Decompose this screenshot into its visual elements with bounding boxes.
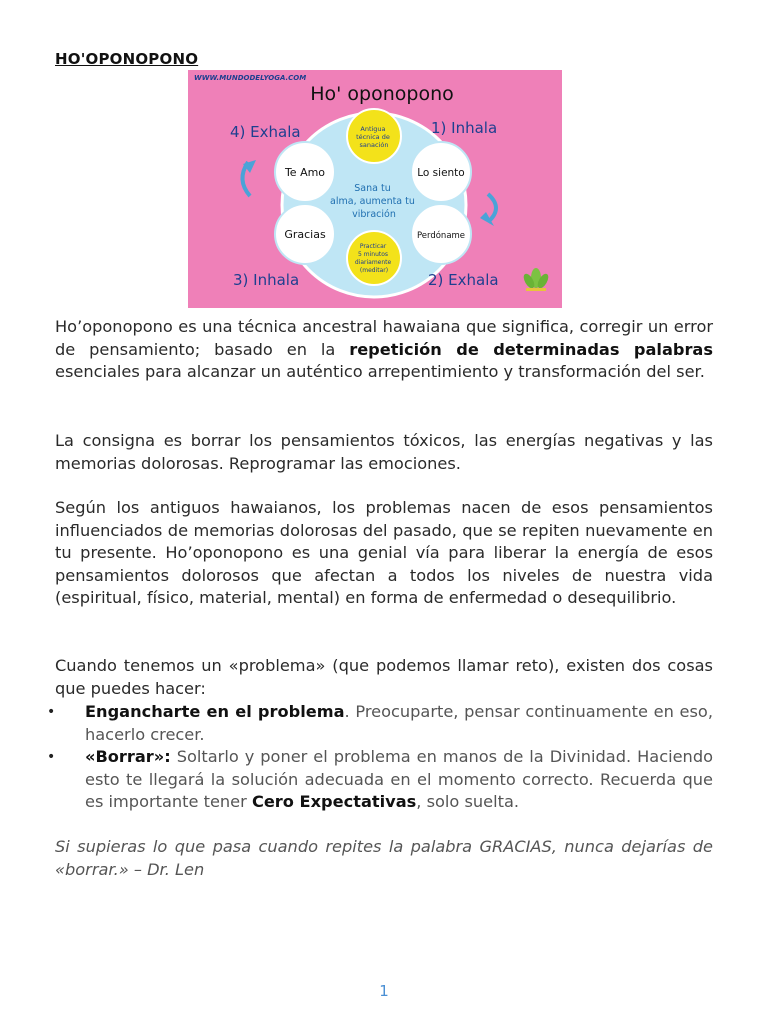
hooponopono-infographic <box>188 70 562 308</box>
center-text: Sana tu alma, aumenta tu vibración <box>330 183 415 220</box>
top-badge-text: Antigua técnica de sanación <box>356 125 390 149</box>
label-perdoname: Perdóname <box>416 231 466 241</box>
page-number: 1 <box>379 982 389 1000</box>
infographic-svg <box>188 70 562 308</box>
infographic-heading: Ho' oponopono <box>310 83 454 105</box>
step-exhala-2: 2) Exhala <box>428 271 499 289</box>
quote-dr-len: Si supieras lo que pasa cuando repites la palabra GRACIAS, nunca dejarías de «borrar.» – Dr. Len <box>55 837 713 879</box>
bullet-icon: • <box>47 704 56 720</box>
paragraph-intro-bold: repetición de determinadas palabras <box>349 339 713 359</box>
bottom-badge-text: Practicar 5 minutos diariamente (meditar) <box>354 243 392 274</box>
bottom-badge <box>347 231 401 285</box>
list-item <box>47 746 713 814</box>
paragraph-intro-text-1: Ho’oponopono es una técnica ancestral hawaiana que significa, corregir un error de pensamiento; basado en la <box>55 317 713 359</box>
bullet-icon: • <box>47 749 56 766</box>
website-label: WWW.MUNDODELYOGA.COM <box>194 74 307 82</box>
label-te-amo: Te Amo <box>284 166 326 179</box>
list-item-text: Soltarlo y poner el problema en manos de la Divinidad. Haciendo esto te llegará la solución adecuada en el momento correcto. Recuerda que es importante tener <box>85 747 713 812</box>
list-item <box>47 701 713 746</box>
list-item-bold-2: Cero Expectativas <box>251 792 417 812</box>
list-item-text-2: , solo suelta. <box>416 792 520 812</box>
step-inhala-3: 3) Inhala <box>233 271 300 289</box>
paragraph-intro <box>55 316 713 384</box>
document-title: HO'OPONOPONO <box>55 50 199 68</box>
list-item-text: . Preocuparte, pensar continuamente en eso, hacerlo crecer. <box>85 702 713 744</box>
list-item-bold: Engancharte en el problema <box>85 702 345 721</box>
options-list <box>47 701 713 814</box>
paragraph-problema: Cuando tenemos un «problema» (que podemos llamar reto), existen dos cosas que puedes hacer: <box>55 656 713 698</box>
list-item-bold: «Borrar»: <box>85 747 171 767</box>
paragraph-consigna: La consigna es borrar los pensamientos tóxicos, las energías negativas y las memorias dolorosas. Reprogramar las emociones. <box>55 431 713 473</box>
paragraph-intro-text-2: esenciales para alcanzar un auténtico arrepentimiento y transformación del ser. <box>55 362 705 382</box>
label-lo-siento: Lo siento <box>417 167 465 179</box>
paragraph-antiguos: Según los antiguos hawaianos, los problemas nacen de esos pensamientos influenciados de memorias dolorosas del pasado, que se repiten nuevamente en tu presente. Ho’oponopono es una genial vía para liberar la energía de esos pensamientos dolorosos que afectan a todos los niveles de nuestra vida (espiritual, físico, material, mental) en forma de enfermedad o desequilibrio. <box>55 498 713 608</box>
step-inhala-1: 1) Inhala <box>431 119 498 137</box>
label-gracias: Gracias <box>284 228 326 241</box>
step-exhala-4: 4) Exhala <box>230 123 301 141</box>
